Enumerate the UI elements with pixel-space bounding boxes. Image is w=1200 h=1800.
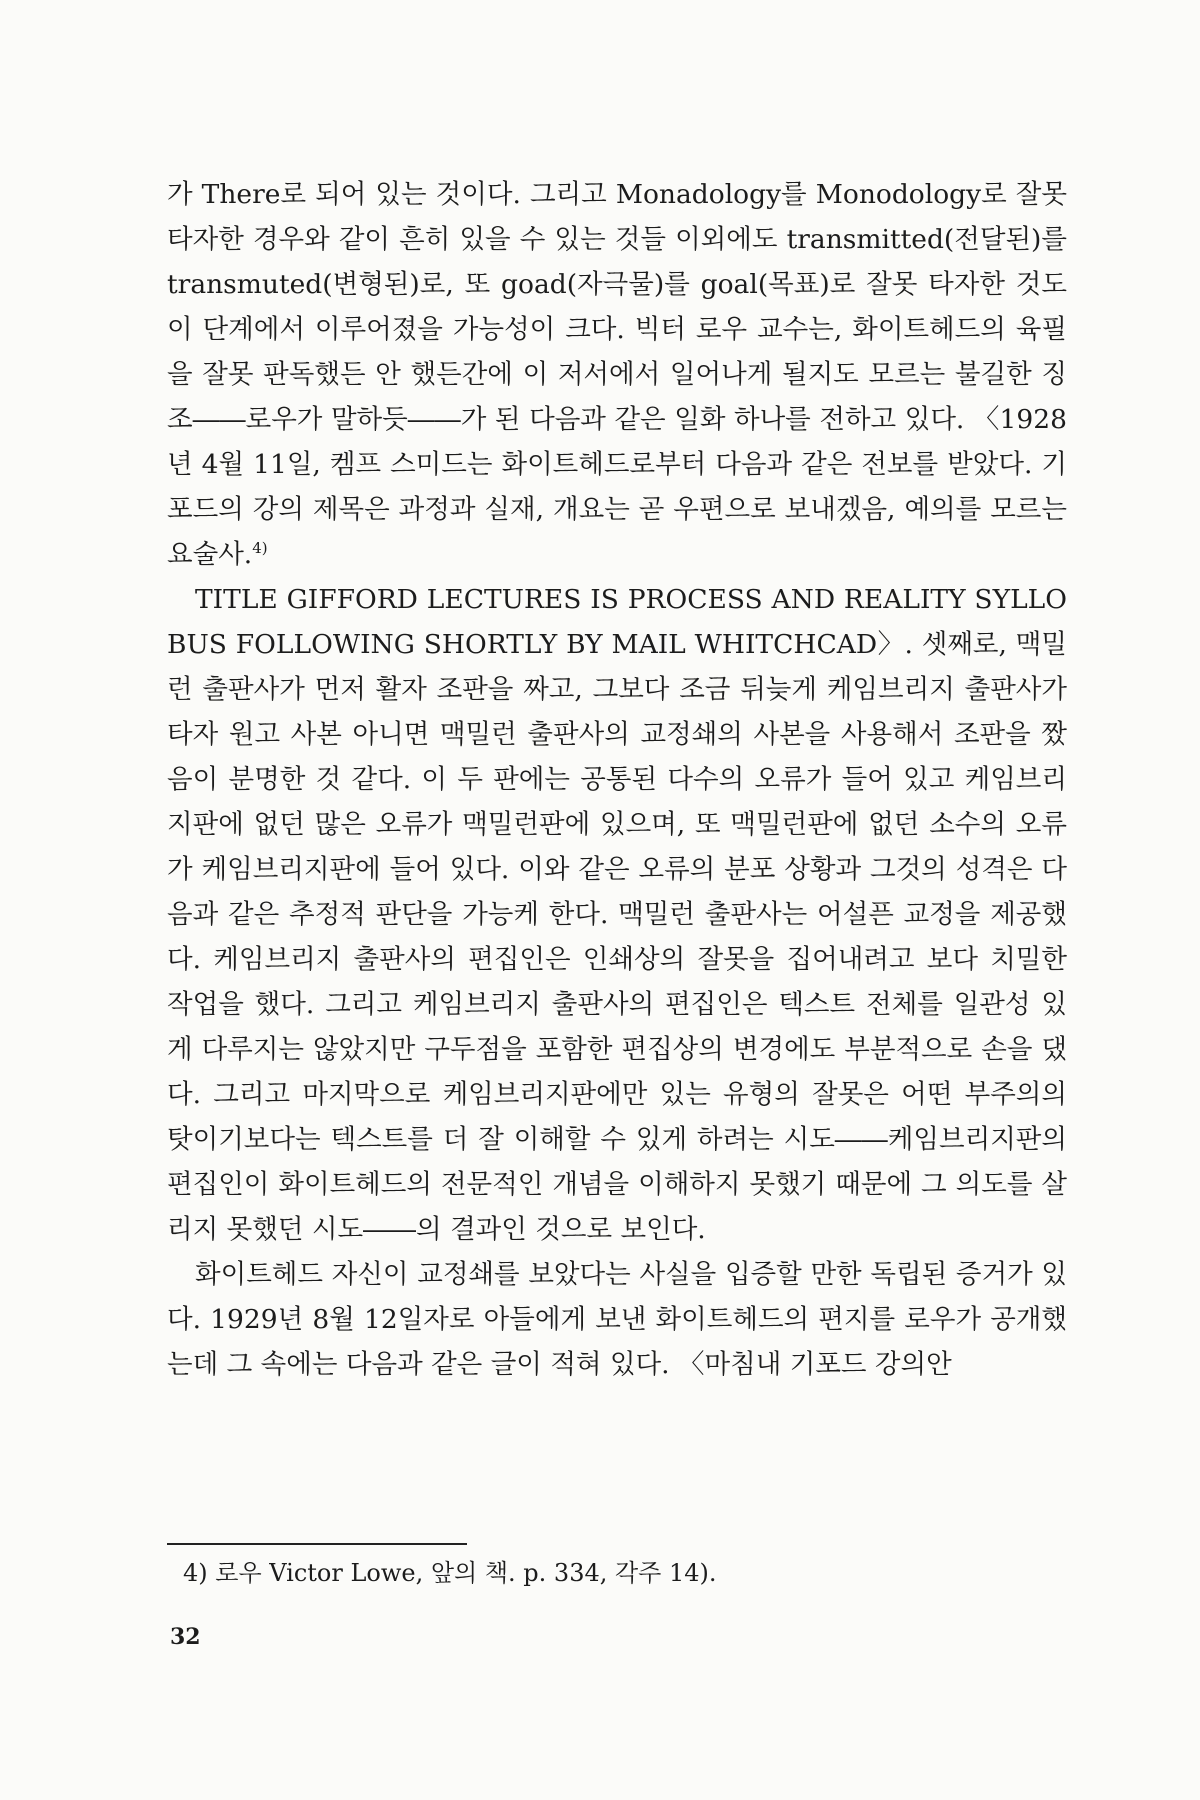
paragraph-2	[167, 577, 1067, 1252]
paragraph-3	[167, 1252, 1067, 1387]
paragraph-1	[167, 172, 1067, 577]
paragraph-1-text: 가 There로 되어 있는 것이다. 그리고 Monadology를 Monodology로 잘못 타자한 경우와 같이 흔히 있을 수 있는 것들 이외에도 transmitted(전달된)를 transmuted(변형된)로, 또 goad(자극물)를 goal(목표)로 잘못 타자한 것도 이 단계에서 이루어졌을 가능성이 크다. 빅터 로우 교수는, 화이트헤드의 육필을 잘못 판독했든 안 했든간에 이 저서에서 일어나게 될지도 모르는 불길한 징조――로우가 말하듯――가 된 다음과 같은 일화 하나를 전하고 있다. 〈1928년 4월 11일, 켐프 스미드는 화이트헤드로부터 다음과 같은 전보를 받았다. 기포드의 강의 제목은 과정과 실재, 개요는 곧 우편으로 보내겠음, 예의를 모르는 요술사.	[167, 179, 1067, 570]
page-number: 32	[170, 1624, 201, 1650]
footnote: 4) 로우 Victor Lowe, 앞의 책. p. 334, 각주 14).	[183, 1559, 717, 1587]
paragraph-2-text: TITLE GIFFORD LECTURES IS PROCESS AND REALITY SYLLOBUS FOLLOWING SHORTLY BY MAIL WHITCHCAD〉. 셋째로, 맥밀런 출판사가 먼저 활자 조판을 짜고, 그보다 조금 뒤늦게 케임브리지 출판사가 타자 원고 사본 아니면 맥밀런 출판사의 교정쇄의 사본을 사용해서 조판을 짰음이 분명한 것 같다. 이 두 판에는 공통된 다수의 오류가 들어 있고 케임브리지판에 없던 많은 오류가 맥밀런판에 있으며, 또 맥밀런판에 없던 소수의 오류가 케임브리지판에 들어 있다. 이와 같은 오류의 분포 상황과 그것의 성격은 다음과 같은 추정적 판단을 가능케 한다. 맥밀런 출판사는 어설픈 교정을 제공했다. 케임브리지 출판사의 편집인은 인쇄상의 잘못을 집어내려고 보다 치밀한 작업을 했다. 그리고 케임브리지 출판사의 편집인은 텍스트 전체를 일관성 있게 다루지는 않았지만 구두점을 포함한 편집상의 변경에도 부분적으로 손을 댔다. 그리고 마지막으로 케임브리지판에만 있는 유형의 잘못은 어떤 부주의의 탓이기보다는 텍스트를 더 잘 이해할 수 있게 하려는 시도――케임브리지판의 편집인이 화이트헤드의 전문적인 개념을 이해하지 못했기 때문에 그 의도를 살리지 못했던 시도――의 결과인 것으로 보인다.	[167, 584, 1067, 1245]
body-text	[167, 172, 1067, 1387]
paragraph-3-text: 화이트헤드 자신이 교정쇄를 보았다는 사실을 입증할 만한 독립된 증거가 있다. 1929년 8월 12일자로 아들에게 보낸 화이트헤드의 편지를 로우가 공개했는데 그 속에는 다음과 같은 글이 적혀 있다. 〈마침내 기포드 강의안	[167, 1259, 1067, 1380]
footnote-reference: 4)	[252, 539, 268, 558]
footnote-divider	[167, 1543, 467, 1545]
